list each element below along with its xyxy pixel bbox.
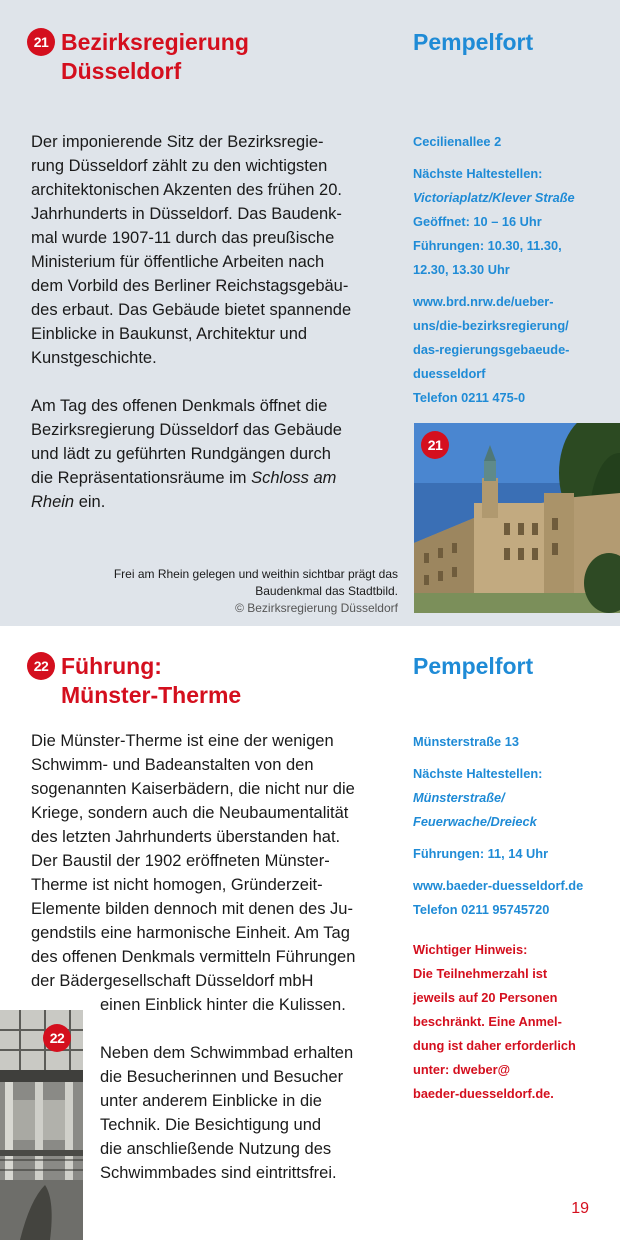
notice-line: jeweils auf 20 Personen	[413, 990, 558, 1005]
phone-number: Telefon 0211 475-0	[413, 390, 526, 405]
entry-number-badge: 22	[27, 652, 55, 680]
stops-label: Nächste Haltestellen:	[413, 766, 543, 781]
swimming-hall-illustration	[0, 1010, 83, 1240]
text-line: unter anderem Einblicke in die	[100, 1092, 322, 1110]
important-notice	[413, 938, 613, 1106]
text-line: Kunstgeschichte.	[31, 349, 157, 367]
phone-number: Telefon 0211 95745720	[413, 902, 550, 917]
text-line: gendstils eine harmonische Einheit. Am Tag	[31, 924, 350, 942]
text-line: Neben dem Schwimmbad erhalten	[100, 1044, 354, 1062]
text-line: und lädt zu geführten Rundgängen durch	[31, 445, 331, 463]
description-paragraph	[31, 729, 401, 1017]
notice-line[interactable]: baeder-duesseldorf.de.	[413, 1086, 554, 1101]
info-column	[413, 130, 613, 410]
text-line: architektonischen Akzenten des frühen 20.	[31, 181, 342, 199]
stops-value: Feuerwache/Dreieck	[413, 814, 537, 829]
description-paragraph	[31, 130, 401, 370]
text-line: Jahrhunderts in Düsseldorf. Das Baudenk-	[31, 205, 342, 223]
photo-number-badge: 21	[421, 431, 449, 459]
website-line: uns/die-bezirksregierung/	[413, 318, 569, 333]
website-link[interactable]	[413, 290, 613, 386]
text-line: Am Tag des offenen Denkmals öffnet die	[31, 397, 328, 415]
text-line: mal wurde 1907-11 durch das preußische	[31, 229, 335, 247]
website-line: www.brd.nrw.de/ueber-	[413, 294, 554, 309]
description-paragraph	[31, 394, 401, 514]
website-link[interactable]: www.baeder-duesseldorf.de	[413, 878, 584, 893]
place-name-italic: Rhein	[31, 493, 75, 511]
description	[31, 729, 401, 1185]
tour-times: Führungen: 11, 14 Uhr	[413, 846, 549, 861]
text-line: Der imponierende Sitz der Bezirksregie-	[31, 133, 324, 151]
website-line: das-regierungsgebaeude-	[413, 342, 570, 357]
address: Münsterstraße 13	[413, 734, 519, 749]
text-line: sogenannten Kaiserbädern, die nicht nur die	[31, 780, 355, 798]
caption-line: Baudenkmal das Stadtbild.	[255, 584, 398, 598]
description-paragraph	[31, 1041, 401, 1185]
text-line: des letzten Jahrhunderts überstanden hat.	[31, 828, 341, 846]
text-line: ein.	[74, 493, 106, 511]
text-line: des offenen Denkmals vermitteln Führungen	[31, 948, 356, 966]
text-line: Therme ist nicht homogen, Gründerzeit-	[31, 876, 323, 894]
text-line: Ministerium für öffentliche Arbeiten nach	[31, 253, 325, 271]
place-name-italic: Schloss am	[251, 469, 337, 487]
entry-title-line: Führung:	[61, 653, 162, 679]
description	[31, 130, 401, 514]
text-line: Bezirksregierung Düsseldorf das Gebäude	[31, 421, 342, 439]
photo-caption	[58, 566, 398, 617]
tour-times: 12.30, 13.30 Uhr	[413, 262, 510, 277]
text-line: dem Vorbild des Berliner Reichstagsgebäu-	[31, 277, 349, 295]
address: Cecilienallee 2	[413, 134, 502, 149]
text-line: Der Baustil der 1902 eröffneten Münster-	[31, 852, 330, 870]
caption-line: Frei am Rhein gelegen und weithin sichtbar prägt das	[113, 567, 398, 581]
text-line: der Bädergesellschaft Düsseldorf mbH	[31, 972, 314, 990]
opening-hours: Geöffnet: 10 – 16 Uhr	[413, 214, 542, 229]
notice-line[interactable]: unter: dweber@	[413, 1062, 511, 1077]
photo-number-badge: 22	[43, 1024, 71, 1052]
text-line: die Besucherinnen und Besucher	[100, 1068, 344, 1086]
website-line: duesseldorf	[413, 366, 486, 381]
page-number: 19	[571, 1200, 589, 1217]
notice-line: dung ist daher erforderlich	[413, 1038, 576, 1053]
entry-title	[61, 28, 249, 86]
swimming-hall-photo	[0, 1010, 83, 1240]
entry-title-line: Düsseldorf	[61, 58, 182, 84]
stops-label: Nächste Haltestellen:	[413, 166, 543, 181]
building-photo	[414, 423, 620, 613]
notice-line: beschränkt. Eine Anmel-	[413, 1014, 562, 1029]
section-muenster-therme	[0, 626, 620, 1240]
district-name: Pempelfort	[413, 29, 534, 55]
stops-value: Victoriaplatz/Klever Straße	[413, 190, 575, 205]
text-line: die anschließende Nutzung des	[100, 1140, 332, 1158]
district-name: Pempelfort	[413, 653, 534, 679]
notice-line: Die Teilnehmerzahl ist	[413, 966, 548, 981]
entry-number-badge: 21	[27, 28, 55, 56]
text-line: rung Düsseldorf zählt zu den wichtigsten	[31, 157, 328, 175]
entry-title	[61, 652, 241, 710]
text-line: Die Münster-Therme ist eine der wenigen	[31, 732, 334, 750]
photo-credit: © Bezirksregierung Düsseldorf	[235, 601, 398, 615]
text-line: die Repräsentationsräume im	[31, 469, 252, 487]
text-line: des erbaut. Das Gebäude bietet spannende	[31, 301, 352, 319]
notice-line: Wichtiger Hinweis:	[413, 942, 528, 957]
text-line: Einblicke in Baukunst, Architektur und	[31, 325, 308, 343]
stops-value: Münsterstraße/	[413, 790, 505, 805]
text-line: Kriege, sondern auch die Neubaumentalität	[31, 804, 349, 822]
text-line: Schwimm- und Badeanstalten von den	[31, 756, 314, 774]
entry-title-line: Bezirksregierung	[61, 29, 249, 55]
text-line: Schwimmbades sind eintrittsfrei.	[100, 1164, 337, 1182]
info-column	[413, 730, 613, 1106]
tour-times: Führungen: 10.30, 11.30,	[413, 238, 562, 253]
text-line: Elemente bilden dennoch mit denen des Ju-	[31, 900, 353, 918]
text-line: Technik. Die Besichtigung und	[100, 1116, 322, 1134]
text-line: einen Einblick hinter die Kulissen.	[100, 996, 346, 1014]
entry-title-line: Münster-Therme	[61, 682, 242, 708]
